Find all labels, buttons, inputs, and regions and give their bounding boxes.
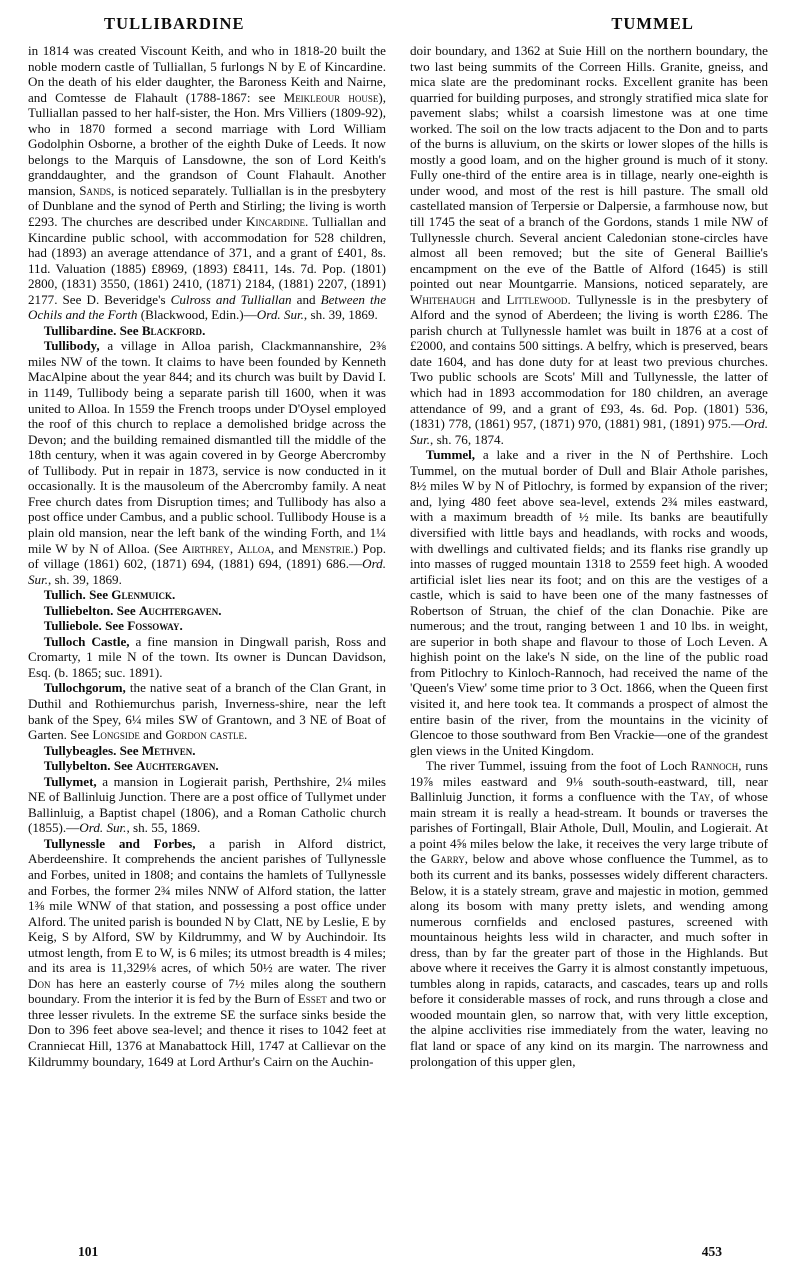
column-left — [28, 43, 386, 1228]
paragraph: Tullich. See Glenmuick. — [43, 587, 176, 603]
running-head-right: TUMMEL — [611, 14, 694, 33]
paragraph: Tulliebole. See Fossoway. — [43, 618, 183, 634]
page-number-right: 453 — [701, 1244, 722, 1259]
page-footer — [28, 1244, 772, 1260]
text-columns — [28, 43, 772, 1228]
page-number-left: 101 — [78, 1244, 99, 1259]
paragraph: Tullybelton. See Auchtergaven. — [43, 758, 219, 774]
column-right — [410, 43, 768, 1228]
paragraph: Tullibody, a village in Alloa parish, Clackmannanshire, 2⅜ miles NW of the town. It claims to have been founded by Kenneth MacAlpine about the year 844; and its church was built by David I. in 1149, Tullibody being a separate parish till 1600, when it was united to Alloa. In 1559 the French troops under D'Oysel employed the roof of this church to replace a demolished bridge across the Devon; and the building remained dismantled till the middle of the 18th century, when it was again covered in by George Abercromby of Tullibody. Put in repair in 1873, service is now conducted in it occasionally. It is the mausoleum of the Abercromby family. A neat Free church dates from Disruption times; and Tullibody has also a post office under Cambus, and a public school. Tullibody House is a plain old mansion, near the left bank of the winding Forth, and 1¼ mile W by N of Alloa. (See Airthrey, Alloa, and Menstrie.) Pop. of village (1861) 602, (1871) 694, (1881) 694, (1891) 686.—Ord. Sur., sh. 39, 1869. — [28, 338, 387, 587]
paragraph: doir boundary, and 1362 at Suie Hill on the northern boundary, the two last being summits of the Correen Hills. Granite, gneiss, and mica slate are the predominant rocks. Excellent granite has been quarried for building purposes, and strongly stratified mica slate for pavement slabs; whilst a coarsish limestone was at one time worked. The soil on the low tracts adjacent to the Don and to parts of the burns is alluvium, on the skirts or lower slopes of the hills is mostly a good loam, and on the higher ground is much of it stony. Fully one-third of the entire area is in tillage, nearly one-eighth is under wood, and most of the rest is hill pasture. The small old castellated mansion of Terpersie or Dalpersie, a farmhouse now, but till 1745 the seat of a branch of the Gordons, stands 1 mile NW of Tullynessle church. Several ancient Caledonian stone-circles have almost all been removed; but the site of General Baillie's encampment on the eve of the Battle of Alford (1645) is still pointed out near Mountgarrie. Mansions, noticed separately, are Whitehaugh and Littlewood. Tullynessle is in the presbytery of Alford and the synod of Aberdeen; the living is worth £286. The parish church at Tullynessle hamlet was built in 1876 at a cost of £2000, and contains 500 sittings. A belfry, which is preserved, bears date 1604, and has done duty for at least two previous churches. Two public schools are Scots' Mill and Tullynessle, the latter of which had in 1893 accommodation for 180 children, an average attendance of 99, and a grant of £93, 4s. 6d. Pop. (1801) 536, (1831) 778, (1861) 957, (1871) 970, (1881) 981, (1891) 975.—Ord. Sur., sh. 76, 1874. — [410, 43, 769, 447]
paragraph: Tulloch Castle, a fine mansion in Dingwall parish, Ross and Cromarty, 1 mile N of the town. Its owner is Duncan Davidson, Esq. (b. 1865; suc. 1891). — [28, 633, 387, 680]
paragraph: Tullymet, a mansion in Logierait parish, Perthshire, 2¼ miles NE of Ballinluig Junction. There are a post office of Tullymet under Ballinluig, a Baptist chapel (1806), and a Roman Catholic church (1855).—Ord. Sur., sh. 55, 1869. — [28, 773, 386, 836]
paragraph: Tullibardine. See Blackford. — [43, 322, 206, 338]
paragraph: Tullochgorum, the native seat of a branch of the Clan Grant, in Duthil and Rothiemurchus parish, Inverness-shire, near the left bank of the Spey, 6¼ miles SW of Grantown, and 3 NE of Boat of Garten. See Longside and Gordon castle. — [28, 680, 386, 743]
paragraph: Tummel, a lake and a river in the N of Perthshire. Loch Tummel, on the mutual border of Dull and Blair Athole parishes, 8½ miles W by N of Pitlochry, is formed by expansion of the river; and, lying 480 feet above sea-level, extends 2¾ miles eastward, with a maximum breadth of ½ mile. Its banks are beautifully diversified with little bays and headlands, with rocks and woods, with dwellings and cultivated fields; and its flanks rise grandly up into masses of rugged mountain 1318 to 2559 feet high. A wooded artificial islet lies near its foot; and on this are the vestiges of a castle, which is said to have been one of the many fastnesses of Robertson of Struan, the chief of the clan Donachie. Pike are numerous; and the trout, ranging between 1 and 10 lbs. in weight, are superior in both shape and flavour to those of Loch Leven. A highish point on the lake's N side, on the line of the public road from Pitlochry to Kinloch-Rannoch, had received the name of the 'Queen's View' some time prior to 3 Oct. 1866, when the Queen first visited it, and here took tea. It commands a prospect of almost the entire basin of the river, from the mountains in the vicinity of Glencoe to those southward from Ben Vrackie—one of the grandest glen views in the United Kingdom. — [410, 447, 768, 758]
paragraph: Tullybeagles. See Methven. — [43, 742, 196, 758]
paragraph: Tullynessle and Forbes, a parish in Alford district, Aberdeenshire. It comprehends the ancient parishes of Tullynessle and Forbes, united in 1808; and contains the hamlets of Tullynessle and Forbes, the former 2¾ miles NNW of Alford station, the latter 1⅜ mile WNW of that station, and possessing a post office under Alford. The united parish is bounded N by Clatt, NE by Leslie, E by Keig, S by Alford, SW by Kildrummy, and W by Auchindoir. Its utmost length, from E to W, is 6 miles; its utmost breadth is 4 miles; and its area is 11,329⅛ acres, of which 50½ are water. The river Don has here an easterly course of 7½ miles along the southern boundary. From the interior it is fed by the Burn of Esset and two or three lesser rivulets. In the extreme SE the surface sinks beside the Don to 396 feet above sea-level; and thence it rises to 1042 feet at Cranniecat Hill, 1376 at Manabattock Hill, 1747 at Callievar on the Kildrummy boundary, 1649 at Lord Arthur's Cairn on the Auchin- — [28, 835, 387, 1069]
running-head — [28, 14, 772, 34]
running-head-left: TULLIBARDINE — [104, 14, 245, 33]
paragraph: in 1814 was created Viscount Keith, and who in 1818-20 built the noble modern castle of Tulliallan, 5 furlongs N by E of Kincardine. On the death of his elder daughter, the Baroness Keith and Nairne, and Comtesse de Flahault (1788-1867: see Meikleour house), Tulliallan passed to her half-sister, the Hon. Mrs Villiers (1809-92), who in 1870 formed a second marriage with Lord William Godolphin Osborne, a brother of the eighth Duke of Leeds. It now belongs to the Marquis of Lansdowne, the son of Lord Keith's granddaughter, and the grandson of Count Flahault. Another mansion, Sands, is noticed separately. Tulliallan is in the presbytery of Dunblane and the synod of Perth and Stirling; the living is worth £293. The churches are described under Kincardine. Tulliallan and Kincardine public school, with accommodation for 528 children, had (1893) an average attendance of 371, and a grant of £401, 8s. 11d. Valuation (1885) £8969, (1893) £8411, 14s. 7d. Pop. (1801) 2800, (1831) 3550, (1861) 2410, (1871) 2184, (1881) 2207, (1891) 2177. See D. Beveridge's Culross and Tulliallan and Between the Ochils and the Forth (Blackwood, Edin.)—Ord. Sur., sh. 39, 1869. — [28, 43, 387, 323]
paragraph: Tulliebelton. See Auchtergaven. — [43, 602, 222, 618]
paragraph: The river Tummel, issuing from the foot of Loch Rannoch, runs 19⅞ miles eastward and 9⅛ south-south-eastward, till, near Ballinluig Junction, it forms a confluence with the Tay, of whose main stream it is really a head-stream. It bounds or traverses the parishes of Fortingall, Blair Athole, Dull, Moulin, and Logierait. At a point 4⅝ miles below the lake, it receives the very large tribute of the Garry, below and above whose confluence the Tummel, as to both its current and its banks, possesses widely different characters. Below, it is a stately stream, grave and majestic in motion, gemmed along its bosom with many pretty islets, and wending among numerous cornfields and enclosed pastures, screened with mountainous heights less wild in character, and much softer in dress, than by far the greater part of those in the Highlands. But above where it receives the Garry it is almost constantly impetuous, tumbles along in rapids, cataracts, and cascades, tears up and rolls before it considerable masses of rock, and runs through a close and wooded mountain glen, so narrow that, with very little exception, the alpine acclivities rise immediately from the water, leaving no flat land or space of any kind on its margin. The narrowness and prolongation of this upper glen, — [410, 758, 768, 1069]
